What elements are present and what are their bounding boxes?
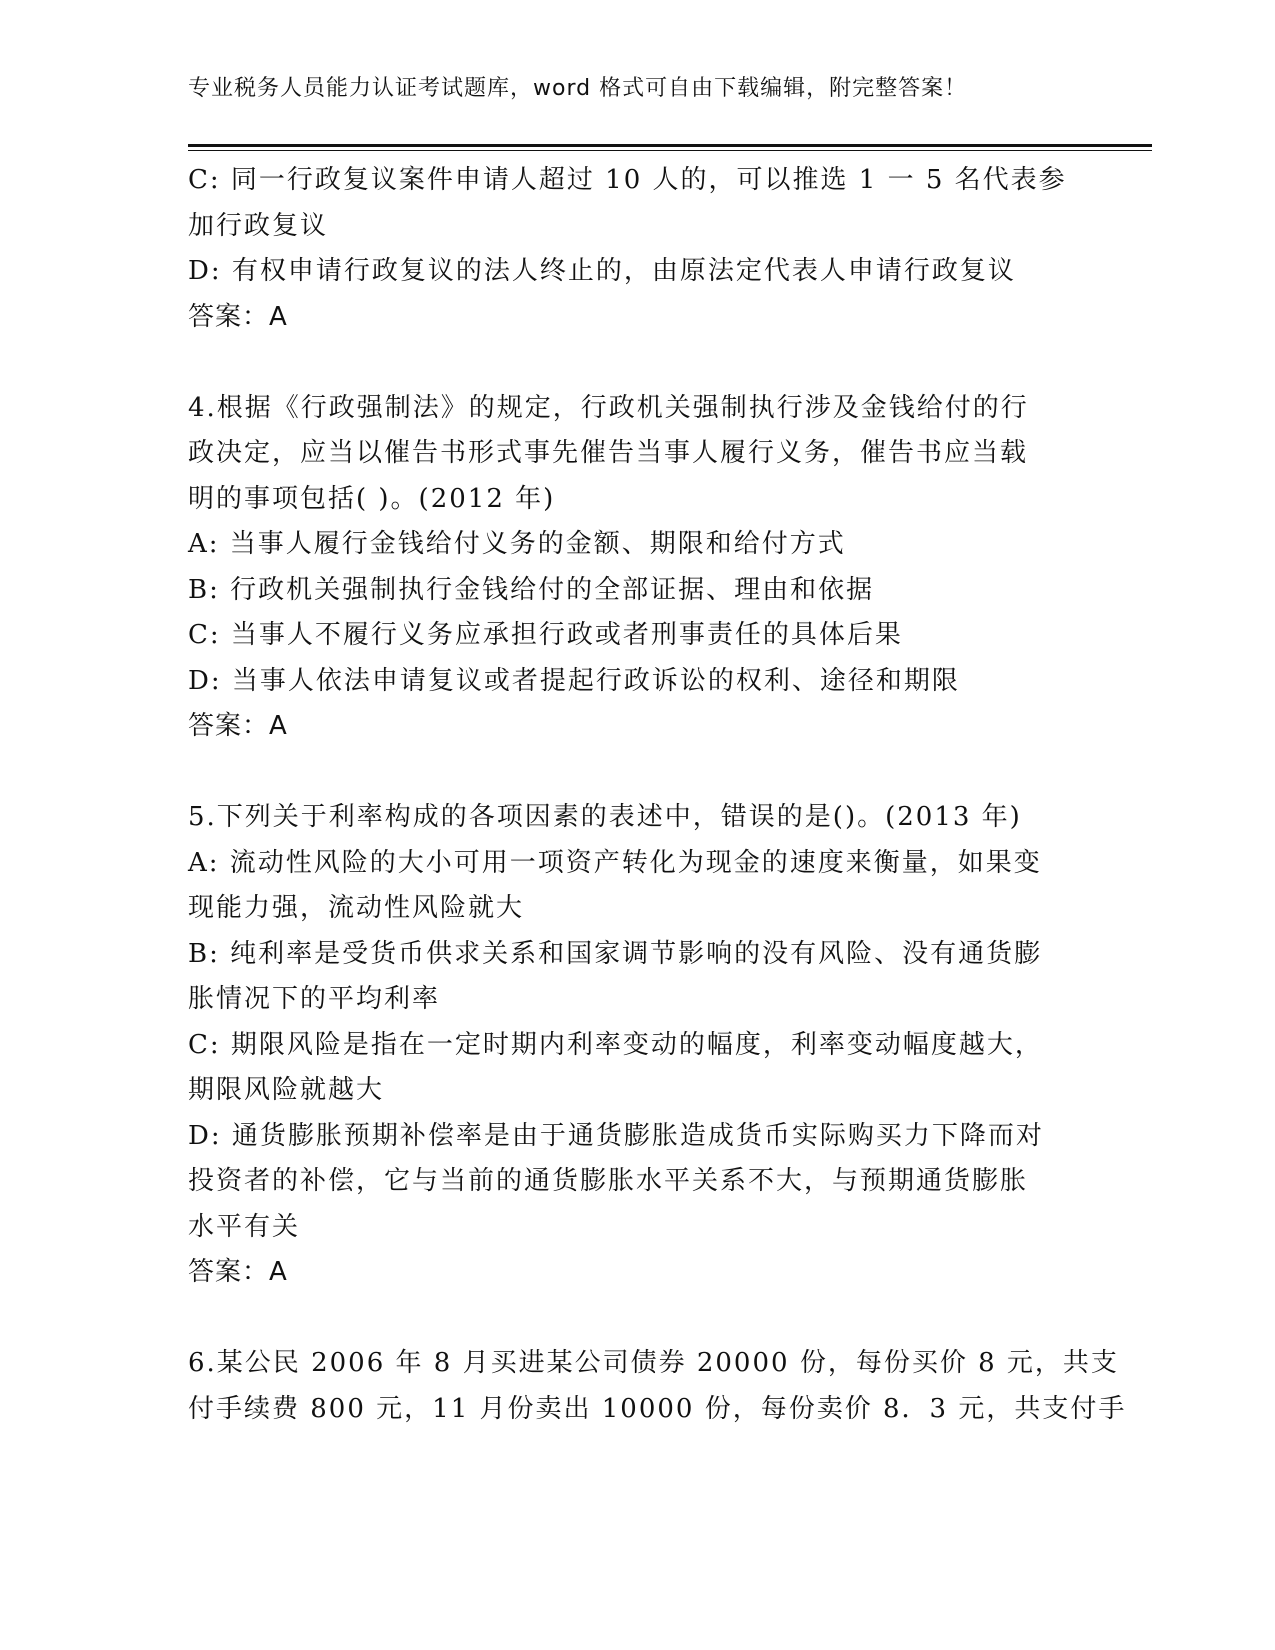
question-5 <box>188 795 1108 1296</box>
option-c: C: 同一行政复议案件申请人超过 10 人的，可以推选 1 一 5 名代表参 <box>188 165 1067 195</box>
spacer <box>188 1296 1108 1342</box>
question-stem-continued: 付手续费 800 元，11 月份卖出 10000 份，每份卖价 8．3 元，共支付手 <box>188 1393 1127 1424</box>
page-header: 专业税务人员能力认证考试题库，word 格式可自由下载编辑，附完整答案！ <box>188 76 968 101</box>
answer: 答案：A <box>188 1257 288 1287</box>
answer: 答案：A <box>188 711 288 741</box>
option-b-continued: 胀情况下的平均利率 <box>188 984 441 1014</box>
question-stem-continued: 明的事项包括( )。(2012 年) <box>188 483 556 514</box>
option-d-continued: 投资者的补偿，它与当前的通货膨胀水平关系不大，与预期通货膨胀 <box>188 1166 1029 1196</box>
answer: 答案：A <box>188 301 288 332</box>
question-stem-continued: 政决定，应当以催告书形式事先催告当事人履行义务，催告书应当载 <box>188 438 1029 468</box>
option-b: B: 纯利率是受货币供求关系和国家调节影响的没有风险、没有通货膨 <box>188 938 1043 969</box>
question-stem: 6.某公民 2006 年 8 月买进某公司债券 20000 份，每份买价 8 元，共支 <box>188 1348 1119 1378</box>
question-stem: 5.下列关于利率构成的各项因素的表述中，错误的是()。(2013 年) <box>188 802 1022 832</box>
option-d-continued: 水平有关 <box>188 1211 301 1242</box>
document-body <box>188 158 1127 1432</box>
option-a-continued: 现能力强，流动性风险就大 <box>188 893 525 923</box>
question-4 <box>188 386 1108 750</box>
option-c-continued: 加行政复议 <box>188 210 329 241</box>
option-d: D: 有权申请行政复议的法人终止的，由原法定代表人申请行政复议 <box>188 256 1016 286</box>
header-rule-thick <box>188 144 1152 147</box>
option-c: C: 期限风险是指在一定时期内利率变动的幅度，利率变动幅度越大， <box>188 1029 1043 1060</box>
option-d: D: 通货膨胀预期补偿率是由于通货膨胀造成货币实际购买力下降而对 <box>188 1120 1044 1151</box>
option-d: D: 当事人依法申请复议或者提起行政诉讼的权利、途径和期限 <box>188 665 960 696</box>
option-a: A: 流动性风险的大小可用一项资产转化为现金的速度来衡量，如果变 <box>188 847 1042 878</box>
spacer <box>188 750 1108 796</box>
option-a: A: 当事人履行金钱给付义务的金额、期限和给付方式 <box>188 529 846 559</box>
question-3-tail <box>188 158 1108 340</box>
spacer <box>188 340 1108 386</box>
option-c-continued: 期限风险就越大 <box>188 1075 385 1105</box>
option-b: B: 行政机关强制执行金钱给付的全部证据、理由和依据 <box>188 574 875 605</box>
question-6 <box>188 1341 1127 1432</box>
question-stem: 4.根据《行政强制法》的规定，行政机关强制执行涉及金钱给付的行 <box>188 392 1029 423</box>
option-c: C: 当事人不履行义务应承担行政或者刑事责任的具体后果 <box>188 620 903 650</box>
header-rule-thin <box>188 150 1152 151</box>
